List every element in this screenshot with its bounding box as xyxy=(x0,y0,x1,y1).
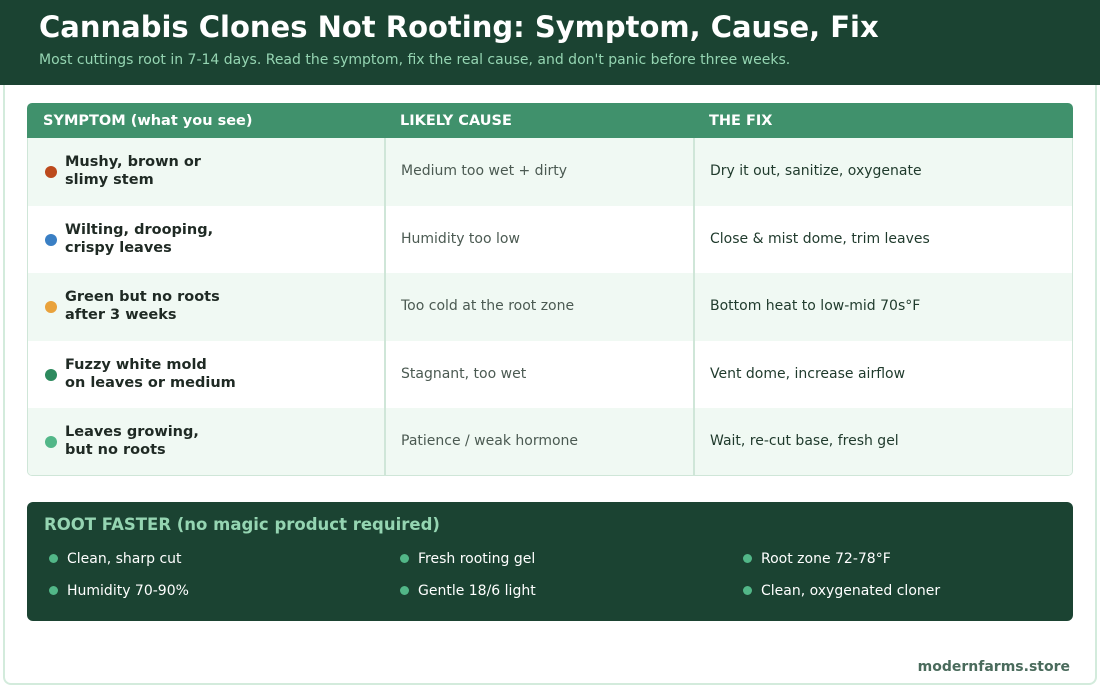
fix-cell: Vent dome, increase airflow xyxy=(710,365,906,382)
symptom-cell: Green but no roots after 3 weeks xyxy=(65,289,220,323)
table-row xyxy=(28,408,1073,476)
bullet-icon xyxy=(743,554,752,563)
cause-cell: Humidity too low xyxy=(401,230,520,247)
table-row xyxy=(28,341,1073,409)
status-dot-icon xyxy=(45,369,57,381)
status-dot-icon xyxy=(45,436,57,448)
column-header-cause: LIKELY CAUSE xyxy=(400,113,512,129)
panel-title: ROOT FASTER (no magic product required) xyxy=(44,515,440,534)
page-subtitle: Most cuttings root in 7-14 days. Read the symptom, fix the real cause, and don't panic before three weeks. xyxy=(39,52,791,68)
bullet-icon xyxy=(400,554,409,563)
column-header-symptom: SYMPTOM (what you see) xyxy=(43,113,253,129)
root-faster-panel: ROOT FASTER (no magic product required) Clean, sharp cut Fresh rooting gel Root zone 72-78°F Humidity 70-90% Gentle 18/6 light Clean, oxygenated cloner xyxy=(27,502,1073,621)
column-divider xyxy=(693,138,695,476)
table-header xyxy=(27,103,1073,138)
symptom-cell: Fuzzy white mold on leaves or medium xyxy=(65,356,236,391)
bullet-icon xyxy=(400,586,409,595)
symptom-cell: Mushy, brown or slimy stem xyxy=(65,154,201,188)
symptom-table xyxy=(27,103,1073,476)
symptom-cell: Leaves growing, but no roots xyxy=(65,424,199,458)
bullet-icon xyxy=(49,554,58,563)
page-header xyxy=(0,0,1100,85)
cause-cell: Patience / weak hormone xyxy=(401,433,579,449)
cause-cell: Medium too wet + dirty xyxy=(401,163,567,179)
fix-cell: Bottom heat to low-mid 70s°F xyxy=(710,298,921,314)
cause-cell: Too cold at the root zone xyxy=(401,298,575,314)
table-row xyxy=(28,138,1073,206)
status-dot-icon xyxy=(45,234,57,246)
column-divider xyxy=(384,138,386,476)
table-body xyxy=(27,138,1073,476)
table-row xyxy=(28,273,1073,341)
bullet-icon xyxy=(743,586,752,595)
fix-cell: Dry it out, sanitize, oxygenate xyxy=(710,163,922,179)
status-dot-icon xyxy=(45,301,57,313)
symptom-cell: Wilting, drooping, crispy leaves xyxy=(65,221,214,256)
fix-cell: Close & mist dome, trim leaves xyxy=(710,230,930,247)
page-title: Cannabis Clones Not Rooting: Symptom, Cause, Fix xyxy=(39,10,879,44)
status-dot-icon xyxy=(45,166,57,178)
table-row xyxy=(28,206,1073,274)
column-header-fix: THE FIX xyxy=(709,113,773,129)
cause-cell: Stagnant, too wet xyxy=(401,365,527,382)
fix-cell: Wait, re-cut base, fresh gel xyxy=(710,433,899,449)
bullet-icon xyxy=(49,586,58,595)
footer-brand: modernfarms.store xyxy=(917,659,1070,675)
